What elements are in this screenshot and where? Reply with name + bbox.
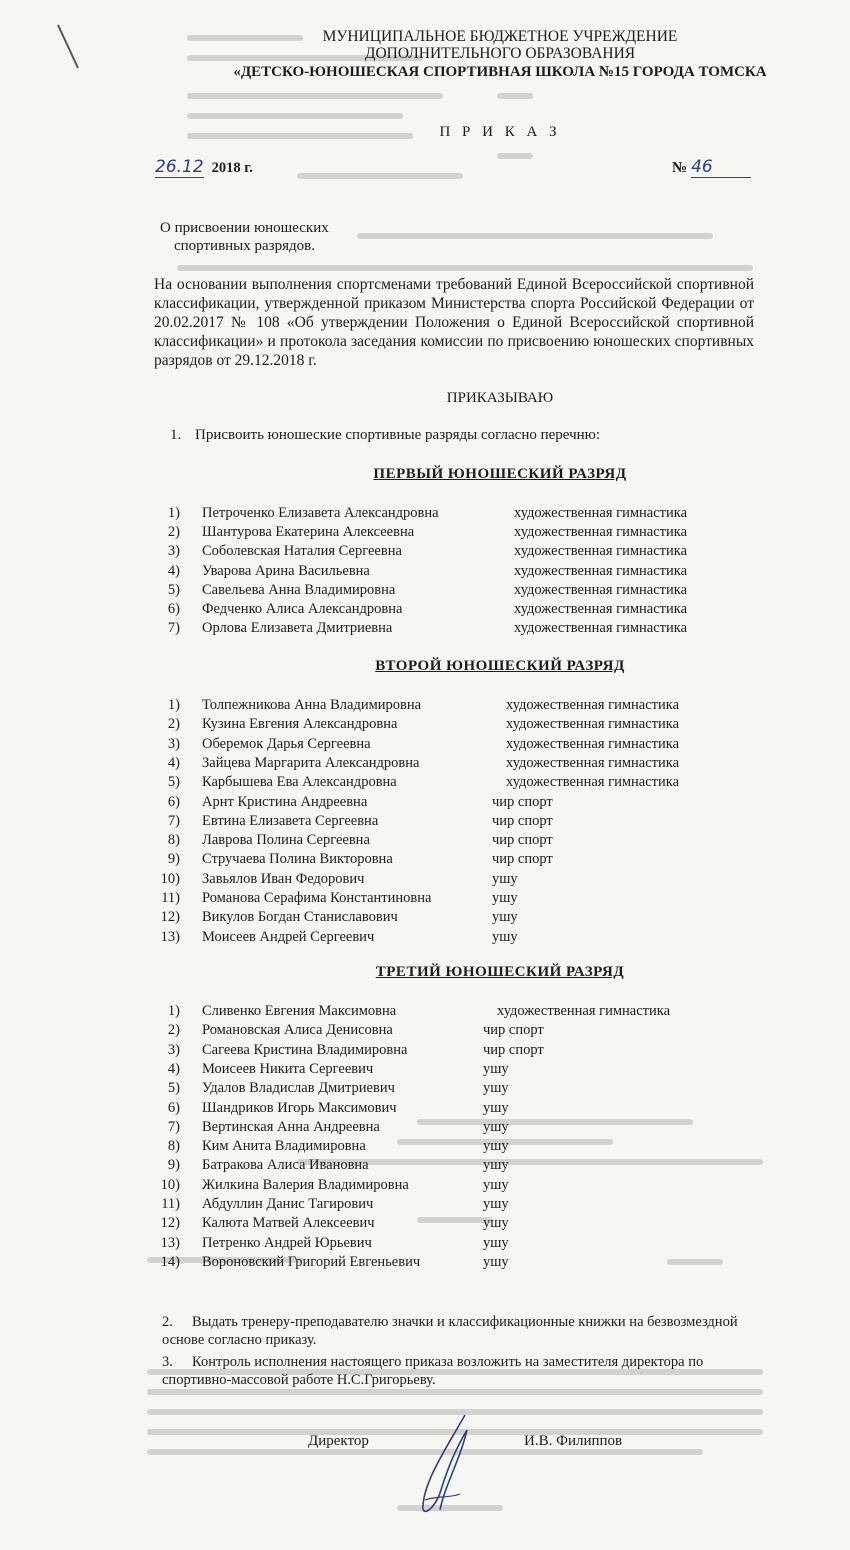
sport-discipline: художественная гимнастика <box>497 1003 671 1019</box>
handwritten-signature <box>405 1410 485 1520</box>
item-3-number: 3. <box>162 1354 173 1370</box>
sport-discipline: ушу <box>483 1060 509 1077</box>
sport-discipline: чир спорт <box>483 1041 544 1058</box>
subject-line1: О присвоении юношеских <box>160 220 329 236</box>
list-item-number: 6) <box>167 793 180 810</box>
order-date <box>155 157 253 178</box>
list-item-number: 9) <box>167 851 180 868</box>
sport-discipline: ушу <box>483 1176 509 1193</box>
item-3 <box>162 1353 762 1389</box>
athlete-name: Петроченко Елизавета Александровна <box>202 505 439 521</box>
signature-role: Директор <box>308 1433 369 1449</box>
sport-discipline: художественная гимнастика <box>514 524 688 541</box>
athlete-name: Батракова Алиса Ивановна <box>202 1157 369 1174</box>
list-item-number: 11) <box>161 890 180 906</box>
signature-name: И.В. Филиппов <box>524 1433 623 1449</box>
number-handwritten: 46 <box>691 157 751 178</box>
item-2 <box>162 1313 762 1349</box>
list-item-number: 11) <box>161 1196 180 1212</box>
athlete-name: Уварова Арина Васильевна <box>202 562 370 579</box>
list-item-number: 12) <box>160 909 180 926</box>
athlete-name: Зайцева Маргарита Александровна <box>202 754 420 771</box>
sport-discipline: ушу <box>483 1080 509 1097</box>
sport-discipline: чир спорт <box>492 793 553 810</box>
sport-discipline: ушу <box>492 909 518 926</box>
sport-discipline: ушу <box>483 1234 509 1251</box>
list-item-number: 5) <box>167 774 180 791</box>
date-handwritten: 26.12 <box>155 157 204 177</box>
sport-discipline: чир спорт <box>492 851 553 868</box>
athlete-name: Шандриков Игорь Максимович <box>202 1099 397 1116</box>
sport-discipline: ушу <box>492 870 518 887</box>
list-item-number: 6) <box>167 601 180 617</box>
athlete-name: Ким Анита Владимировна <box>202 1138 366 1155</box>
basis-paragraph: На основании выполнения спортсменами требований Единой Всероссийской спортивной классификации, утвержденной приказом Министерства спорта Российской Федерации от 20.02.2017 № 108 «Об утверждении Положения о Единой Всероссийской спортивной классификации» и протокола заседания комиссии по присвоению юношеских спортивных разрядов от 29.12.2018 г. <box>154 276 754 369</box>
sport-discipline: художественная гимнастика <box>514 505 688 521</box>
list-item-number: 4) <box>167 562 180 579</box>
section-title-first: ПЕРВЫЙ ЮНОШЕСКИЙ РАЗРЯД <box>373 466 627 482</box>
sport-discipline: ушу <box>483 1196 509 1212</box>
item-2-number: 2. <box>162 1314 173 1330</box>
list-item-number: 3) <box>167 543 180 560</box>
athlete-name: Оберемок Дарья Сергеевна <box>202 735 371 752</box>
athlete-name: Арнт Кристина Андреевна <box>202 793 368 810</box>
athlete-name: Толпежникова Анна Владимировна <box>202 697 422 713</box>
org-name-line2: ДОПОЛНИТЕЛЬНОГО ОБРАЗОВАНИЯ <box>364 45 636 62</box>
list-item-number: 7) <box>167 1118 180 1135</box>
sport-discipline: художественная гимнастика <box>506 697 680 713</box>
sport-discipline: художественная гимнастика <box>514 581 688 598</box>
athlete-name: Романова Серафима Константиновна <box>202 890 432 906</box>
sport-discipline: художественная гимнастика <box>514 543 688 560</box>
list-item-number: 3) <box>167 1041 180 1058</box>
athlete-name: Калюта Матвей Алексеевич <box>202 1215 375 1232</box>
list-item-number: 14) <box>160 1253 180 1270</box>
athlete-name: Кузина Евгения Александровна <box>202 716 398 733</box>
list-item-number: 8) <box>167 1138 180 1155</box>
list-item-number: 2) <box>167 716 180 733</box>
list-item-number: 3) <box>167 735 180 752</box>
section-title-second: ВТОРОЙ ЮНОШЕСКИЙ РАЗРЯД <box>375 658 625 674</box>
list-item-number: 10) <box>160 1176 180 1193</box>
sport-discipline: художественная гимнастика <box>514 620 688 637</box>
list-item-number: 13) <box>160 1234 180 1251</box>
athlete-name: Соболевская Наталия Сергеевна <box>202 543 402 560</box>
number-sign: № <box>672 160 688 176</box>
athlete-name: Удалов Владислав Дмитриевич <box>202 1080 395 1097</box>
athlete-name: Абдуллин Данис Тагирович <box>202 1196 374 1212</box>
item-1-number: 1. <box>170 427 182 443</box>
athlete-name: Савельева Анна Владимировна <box>202 581 396 598</box>
subject-line2: спортивных разрядов. <box>174 238 315 254</box>
sport-discipline: чир спорт <box>483 1022 544 1039</box>
athlete-name: Лаврова Полина Сергеевна <box>202 832 370 849</box>
item-2-text: Выдать тренеру-преподавателю значки и классификационные книжки на безвозмездной основе согласно приказу. <box>162 1314 738 1348</box>
athlete-name: Сагеева Кристина Владимировна <box>202 1041 408 1058</box>
sport-discipline: художественная гимнастика <box>506 774 680 791</box>
sport-discipline: ушу <box>483 1253 509 1270</box>
list-item-number: 1) <box>167 505 180 521</box>
item-1-text: Присвоить юношеские спортивные разряды согласно перечню: <box>195 427 601 443</box>
list-item-number: 12) <box>160 1215 180 1232</box>
list-item-number: 9) <box>167 1157 180 1174</box>
athlete-name: Евтина Елизавета Сергеевна <box>202 812 379 829</box>
sport-discipline: ушу <box>483 1215 509 1232</box>
order-number <box>672 157 751 178</box>
list-item-number: 5) <box>167 581 180 598</box>
list-item-number: 2) <box>167 1022 180 1039</box>
list-item-number: 7) <box>167 812 180 829</box>
athlete-name: Федченко Алиса Александровна <box>202 601 403 617</box>
athlete-name: Сливенко Евгения Максимовна <box>202 1003 397 1019</box>
sport-discipline: художественная гимнастика <box>514 601 688 617</box>
sport-discipline: ушу <box>492 890 518 906</box>
athlete-name: Вороновский Григорий Евгеньевич <box>202 1253 421 1270</box>
list-item-number: 8) <box>167 832 180 849</box>
list-item-number: 5) <box>167 1080 180 1097</box>
sport-discipline: чир спорт <box>492 832 553 849</box>
athlete-name: Романовская Алиса Денисовна <box>202 1022 393 1039</box>
athlete-name: Моисеев Андрей Сергеевич <box>202 928 375 945</box>
athlete-name: Моисеев Никита Сергеевич <box>202 1060 374 1077</box>
athlete-name: Карбышева Ева Александровна <box>202 774 397 791</box>
item-1 <box>170 427 600 444</box>
athlete-name: Вертинская Анна Андреевна <box>202 1118 380 1135</box>
athlete-name: Шантурова Екатерина Алексеевна <box>202 524 415 541</box>
list-item-number: 2) <box>167 524 180 541</box>
athlete-name: Жилкина Валерия Владимировна <box>202 1176 409 1193</box>
sport-discipline: ушу <box>492 928 518 945</box>
list-item-number: 1) <box>167 697 180 713</box>
athlete-name: Завьялов Иван Федорович <box>202 870 365 887</box>
sport-discipline: чир спорт <box>492 812 553 829</box>
sport-discipline: ушу <box>483 1099 509 1116</box>
list-item-number: 10) <box>160 870 180 887</box>
sport-discipline: художественная гимнастика <box>506 735 680 752</box>
date-year: 2018 г. <box>211 160 253 176</box>
sport-discipline: ушу <box>483 1138 509 1155</box>
list-item-number: 1) <box>167 1003 180 1019</box>
athlete-name: Орлова Елизавета Дмитриевна <box>202 620 393 637</box>
athlete-name: Петренко Андрей Юрьевич <box>202 1234 372 1251</box>
list-item-number: 4) <box>167 754 180 771</box>
list-item-number: 6) <box>167 1099 180 1116</box>
athlete-name: Стручаева Полина Викторовна <box>202 851 393 868</box>
item-3-text: Контроль исполнения настоящего приказа возложить на заместителя директора по спортивно-массовой работе Н.С.Григорьеву. <box>162 1354 704 1388</box>
sport-discipline: ушу <box>483 1118 509 1135</box>
sport-discipline: художественная гимнастика <box>506 754 680 771</box>
athlete-name: Викулов Богдан Станиславович <box>202 909 398 926</box>
sport-discipline: ушу <box>483 1157 509 1174</box>
sport-discipline: художественная гимнастика <box>506 716 680 733</box>
order-word: ПРИКАЗЫВАЮ <box>446 390 554 406</box>
section-title-third: ТРЕТИЙ ЮНОШЕСКИЙ РАЗРЯД <box>375 964 625 980</box>
org-name-line3: «ДЕТСКО-ЮНОШЕСКАЯ СПОРТИВНАЯ ШКОЛА №15 ГОРОДА ТОМСКА <box>233 64 767 80</box>
list-item-number: 13) <box>160 928 180 945</box>
doc-title: П Р И К А З <box>439 124 561 140</box>
list-item-number: 4) <box>167 1060 180 1077</box>
list-item-number: 7) <box>167 620 180 637</box>
sport-discipline: художественная гимнастика <box>514 562 688 579</box>
org-name-line1: МУНИЦИПАЛЬНОЕ БЮДЖЕТНОЕ УЧРЕЖДЕНИЕ <box>322 28 678 45</box>
